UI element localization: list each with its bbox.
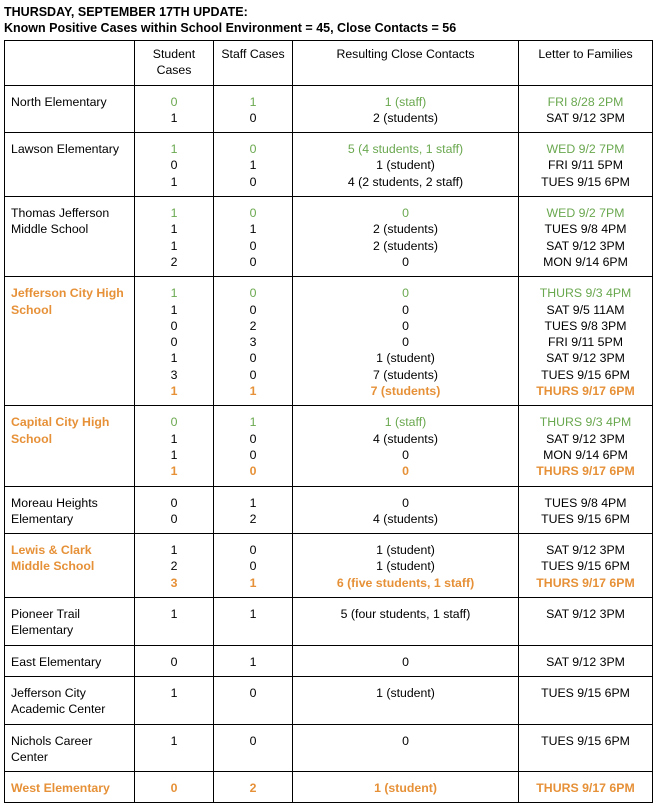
staff-cases: 0 <box>249 431 257 446</box>
school-name: North Elementary <box>11 94 107 109</box>
letter-date: TUES 9/15 6PM <box>541 174 630 189</box>
student-cases: 1 <box>170 607 178 622</box>
staff-cases: 1 <box>249 495 257 510</box>
school-name: Capital City High School <box>11 415 110 446</box>
school-name-cell <box>5 277 135 406</box>
staff-cases: 0 <box>249 174 257 189</box>
close-contacts: 0 <box>402 302 409 317</box>
student-cases: 1 <box>170 110 178 125</box>
student-cases: 1 <box>170 447 178 462</box>
school-name: Pioneer Trail Elementary <box>11 607 81 638</box>
school-name-cell <box>5 406 135 486</box>
staff-cases: 3 <box>249 335 257 350</box>
column-header-student-cases: Student Cases <box>135 41 214 86</box>
school-name: Nichols Career Center <box>11 733 93 764</box>
student-cases: 3 <box>170 367 178 382</box>
school-name: Jefferson City Academic Center <box>11 685 106 717</box>
student-cases-cell <box>135 277 214 406</box>
close-contacts: 4 (students) <box>373 431 438 446</box>
student-cases: 0 <box>170 511 178 526</box>
letter-date-cell <box>519 133 653 197</box>
letter-date-cell <box>519 277 653 406</box>
student-cases: 0 <box>170 495 178 510</box>
school-name: Jefferson City High School <box>11 286 124 317</box>
close-contacts: 0 <box>402 464 409 479</box>
table-row <box>5 724 653 772</box>
staff-cases: 2 <box>249 781 257 796</box>
close-contacts: 1 (staff) <box>384 94 427 109</box>
letter-date: TUES 9/15 6PM <box>541 559 630 574</box>
letter-date-cell <box>519 772 653 803</box>
staff-cases: 1 <box>249 607 257 622</box>
letter-date: SAT 9/12 3PM <box>546 351 625 366</box>
letter-date: TUES 9/15 6PM <box>541 685 630 700</box>
close-contacts-cell <box>293 676 519 724</box>
staff-cases-cell <box>214 277 293 406</box>
update-title: THURSDAY, SEPTEMBER 17TH UPDATE: <box>4 5 248 19</box>
student-cases: 2 <box>170 559 178 574</box>
school-name-cell <box>5 486 135 534</box>
close-contacts: 6 (five students, 1 staff) <box>336 575 475 590</box>
letter-date: TUES 9/15 6PM <box>541 367 630 382</box>
staff-cases: 0 <box>249 543 257 558</box>
school-name: Thomas Jefferson Middle School <box>11 206 110 237</box>
table-row <box>5 406 653 486</box>
staff-cases: 0 <box>249 238 257 253</box>
letter-date-cell <box>519 534 653 598</box>
staff-cases-cell <box>214 534 293 598</box>
close-contacts: 1 (student) <box>376 559 435 574</box>
close-contacts: 7 (students) <box>370 384 441 399</box>
staff-cases: 0 <box>249 559 257 574</box>
student-cases: 0 <box>170 415 178 430</box>
letter-date: MON 9/14 6PM <box>543 447 628 462</box>
letter-date: TUES 9/15 6PM <box>541 511 630 526</box>
letter-date: TUES 9/15 6PM <box>541 733 630 748</box>
school-name-cell <box>5 772 135 803</box>
close-contacts: 0 <box>402 286 409 301</box>
staff-cases-cell <box>214 598 293 646</box>
letter-date: FRI 9/11 5PM <box>548 335 623 350</box>
letter-date: WED 9/2 7PM <box>546 142 625 157</box>
student-cases: 2 <box>170 254 178 269</box>
letter-date: SAT 9/12 3PM <box>546 654 625 669</box>
column-header-school <box>5 41 135 86</box>
student-cases: 1 <box>170 431 178 446</box>
staff-cases: 0 <box>249 206 257 221</box>
table-row <box>5 534 653 598</box>
staff-cases: 2 <box>249 318 257 333</box>
school-name-cell <box>5 598 135 646</box>
school-name: Moreau Heights Elementary <box>11 495 98 526</box>
school-name-cell <box>5 724 135 772</box>
close-contacts: 2 (students) <box>373 238 438 253</box>
close-contacts: 0 <box>402 733 409 748</box>
close-contacts: 0 <box>402 318 409 333</box>
letter-date: THURS 9/17 6PM <box>536 464 635 479</box>
table-row <box>5 598 653 646</box>
column-header-close-contacts: Resulting Close Contacts <box>293 41 519 86</box>
close-contacts-cell <box>293 772 519 803</box>
column-header-letter-to-families: Letter to Families <box>519 41 653 86</box>
student-cases: 1 <box>170 206 178 221</box>
school-name-cell <box>5 676 135 724</box>
student-cases-cell <box>135 772 214 803</box>
staff-cases-cell <box>214 724 293 772</box>
student-cases: 1 <box>170 142 178 157</box>
table-row <box>5 772 653 803</box>
student-cases: 0 <box>170 318 178 333</box>
cases-table <box>4 40 653 803</box>
close-contacts: 1 (student) <box>374 781 437 796</box>
close-contacts: 1 (student) <box>376 158 435 173</box>
staff-cases-cell <box>214 85 293 133</box>
school-name: East Elementary <box>11 654 102 669</box>
student-cases: 0 <box>170 335 178 350</box>
close-contacts-cell <box>293 197 519 277</box>
letter-date-cell <box>519 598 653 646</box>
staff-cases: 0 <box>249 110 257 125</box>
student-cases-cell <box>135 85 214 133</box>
school-name: Lewis & Clark Middle School <box>11 543 95 574</box>
close-contacts-cell <box>293 277 519 406</box>
close-contacts: 1 (student) <box>376 543 435 558</box>
close-contacts-cell <box>293 486 519 534</box>
letter-date: SAT 9/12 3PM <box>546 607 625 622</box>
table-row <box>5 486 653 534</box>
letter-date-cell <box>519 197 653 277</box>
student-cases: 1 <box>170 685 178 700</box>
letter-date: WED 9/2 7PM <box>546 206 625 221</box>
close-contacts: 4 (students) <box>373 511 438 526</box>
staff-cases: 1 <box>249 415 257 430</box>
student-cases: 3 <box>170 575 178 590</box>
close-contacts: 0 <box>402 335 409 350</box>
student-cases-cell <box>135 724 214 772</box>
table-row <box>5 85 653 133</box>
close-contacts: 0 <box>402 654 409 669</box>
school-name-cell <box>5 534 135 598</box>
student-cases: 1 <box>170 222 178 237</box>
letter-date: THURS 9/17 6PM <box>536 384 635 399</box>
close-contacts-cell <box>293 598 519 646</box>
letter-date: SAT 9/5 11AM <box>546 302 625 317</box>
staff-cases-cell <box>214 645 293 676</box>
close-contacts-cell <box>293 534 519 598</box>
letter-date-cell <box>519 676 653 724</box>
close-contacts: 1 (student) <box>376 351 435 366</box>
letter-date: FRI 9/11 5PM <box>548 158 623 173</box>
school-name-cell <box>5 133 135 197</box>
close-contacts-cell <box>293 645 519 676</box>
staff-cases: 0 <box>249 685 257 700</box>
staff-cases-cell <box>214 133 293 197</box>
letter-date: FRI 8/28 2PM <box>547 94 624 109</box>
letter-date: SAT 9/12 3PM <box>546 238 625 253</box>
column-header-staff-cases: Staff Cases <box>214 41 293 86</box>
close-contacts-cell <box>293 724 519 772</box>
table-row <box>5 645 653 676</box>
close-contacts: 1 (staff) <box>384 415 427 430</box>
table-row <box>5 676 653 724</box>
update-header <box>4 4 659 36</box>
staff-cases: 2 <box>249 511 257 526</box>
table-body <box>5 85 653 803</box>
letter-date: THURS 9/17 6PM <box>536 781 635 796</box>
student-cases: 1 <box>170 351 178 366</box>
staff-cases-cell <box>214 772 293 803</box>
student-cases: 1 <box>170 733 178 748</box>
student-cases: 0 <box>170 94 178 109</box>
table-header-row <box>5 41 653 86</box>
letter-date-cell <box>519 486 653 534</box>
student-cases: 1 <box>170 286 178 301</box>
staff-cases-cell <box>214 406 293 486</box>
letter-date-cell <box>519 724 653 772</box>
staff-cases: 0 <box>249 733 257 748</box>
staff-cases: 0 <box>249 351 257 366</box>
close-contacts-cell <box>293 406 519 486</box>
letter-date: TUES 9/8 4PM <box>544 495 627 510</box>
letter-date: MON 9/14 6PM <box>543 254 628 269</box>
student-cases-cell <box>135 486 214 534</box>
letter-date: THURS 9/17 6PM <box>536 575 635 590</box>
student-cases: 0 <box>170 158 178 173</box>
staff-cases-cell <box>214 486 293 534</box>
student-cases-cell <box>135 534 214 598</box>
close-contacts: 7 (students) <box>373 367 438 382</box>
student-cases: 1 <box>170 384 178 399</box>
student-cases: 1 <box>170 174 178 189</box>
student-cases: 1 <box>170 238 178 253</box>
staff-cases: 0 <box>249 464 257 479</box>
close-contacts-cell <box>293 85 519 133</box>
staff-cases: 0 <box>249 302 257 317</box>
staff-cases-cell <box>214 197 293 277</box>
student-cases: 1 <box>170 543 178 558</box>
letter-date-cell <box>519 645 653 676</box>
letter-date: TUES 9/8 3PM <box>544 318 627 333</box>
table-row <box>5 197 653 277</box>
close-contacts: 2 (students) <box>373 222 438 237</box>
close-contacts: 5 (4 students, 1 staff) <box>347 142 464 157</box>
student-cases-cell <box>135 197 214 277</box>
staff-cases: 1 <box>249 158 257 173</box>
staff-cases: 0 <box>249 447 257 462</box>
staff-cases: 1 <box>249 575 257 590</box>
staff-cases: 1 <box>249 654 257 669</box>
school-name-cell <box>5 645 135 676</box>
update-summary: Known Positive Cases within School Environment = 45, Close Contacts = 56 <box>4 21 457 35</box>
staff-cases: 1 <box>249 94 257 109</box>
student-cases-cell <box>135 645 214 676</box>
student-cases-cell <box>135 598 214 646</box>
letter-date: SAT 9/12 3PM <box>546 110 625 125</box>
school-name: Lawson Elementary <box>11 142 119 157</box>
student-cases-cell <box>135 676 214 724</box>
student-cases: 0 <box>170 654 178 669</box>
close-contacts-cell <box>293 133 519 197</box>
table-row <box>5 277 653 406</box>
student-cases: 0 <box>170 781 178 796</box>
staff-cases: 1 <box>249 384 257 399</box>
letter-date-cell <box>519 85 653 133</box>
close-contacts: 5 (four students, 1 staff) <box>340 607 471 622</box>
table-row <box>5 133 653 197</box>
student-cases: 1 <box>170 302 178 317</box>
letter-date: SAT 9/12 3PM <box>546 543 625 558</box>
school-name: West Elementary <box>11 781 110 796</box>
school-name-cell <box>5 197 135 277</box>
close-contacts: 0 <box>402 495 409 510</box>
letter-date: SAT 9/12 3PM <box>546 431 625 446</box>
letter-date: THURS 9/3 4PM <box>539 286 632 301</box>
close-contacts: 1 (student) <box>376 685 435 700</box>
staff-cases-cell <box>214 676 293 724</box>
staff-cases: 0 <box>249 254 257 269</box>
close-contacts: 0 <box>402 447 409 462</box>
staff-cases: 0 <box>249 142 257 157</box>
school-name-cell <box>5 85 135 133</box>
student-cases-cell <box>135 406 214 486</box>
close-contacts: 4 (2 students, 2 staff) <box>347 174 464 189</box>
student-cases: 1 <box>170 464 178 479</box>
staff-cases: 0 <box>249 286 257 301</box>
staff-cases: 0 <box>249 367 257 382</box>
close-contacts: 2 (students) <box>373 110 438 125</box>
close-contacts: 0 <box>402 254 409 269</box>
student-cases-cell <box>135 133 214 197</box>
close-contacts: 0 <box>402 206 409 221</box>
letter-date: TUES 9/8 4PM <box>544 222 627 237</box>
staff-cases: 1 <box>249 222 257 237</box>
letter-date: THURS 9/3 4PM <box>539 415 632 430</box>
letter-date-cell <box>519 406 653 486</box>
